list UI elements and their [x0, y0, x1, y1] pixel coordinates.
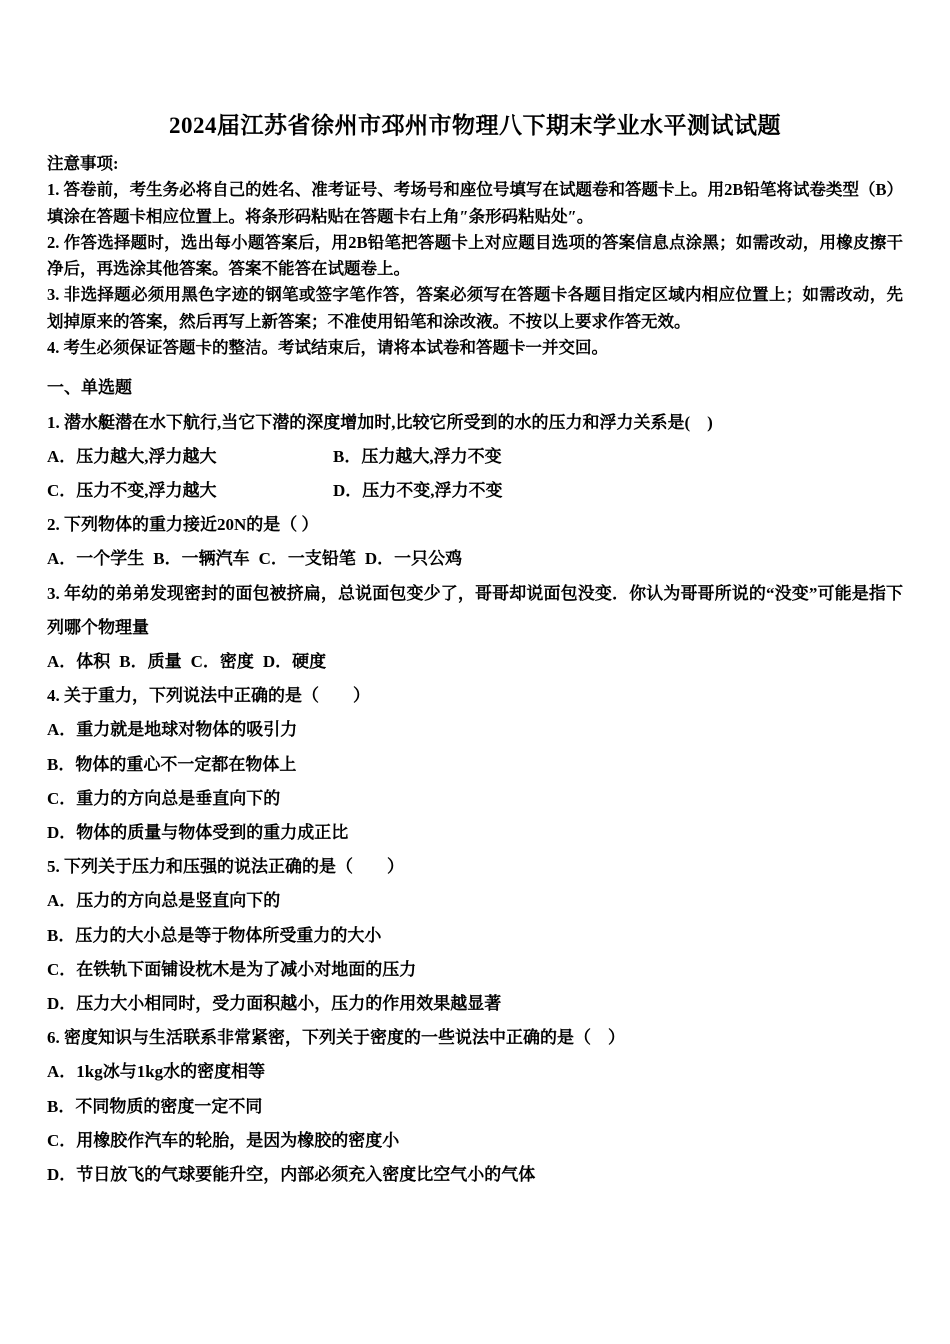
question-6-option-b: B．不同物质的密度一定不同: [47, 1096, 263, 1116]
notice-section: [47, 151, 903, 361]
question-6-option-d: D．节日放飞的气球要能升空，内部必须充入密度比空气小的气体: [47, 1165, 536, 1185]
question-3-option-a: A．体积: [47, 652, 111, 671]
question-1-stem: 1. 潜水艇潜在水下航行,当它下潜的深度增加时,比较它所受到的水的压力和浮力关系是( ): [47, 412, 713, 432]
question-3-options: [47, 645, 903, 679]
question-3-option-d: D．硬度: [262, 652, 327, 671]
question-3-option-b: B．质量: [119, 652, 182, 671]
question-1-option-c: C．压力不变,浮力越大: [47, 480, 217, 500]
question-1-option-b: B．压力越大,浮力不变: [333, 446, 502, 466]
question-5-stem: 5. 下列关于压力和压强的说法正确的是（ ）: [47, 857, 404, 877]
questions-section: [47, 371, 903, 1192]
question-3-option-c: C．密度: [190, 652, 254, 671]
question-3-stem: 3. 年幼的弟弟发现密封的面包被挤扁，总说面包变少了，哥哥却说面包没变．你认为哥哥所说的“没变”可能是指下列哪个物理量: [47, 583, 903, 637]
question-2-option-c: C．一支铅笔: [258, 549, 356, 569]
question-6-stem: 6. 密度知识与生活联系非常紧密，下列关于密度的一些说法中正确的是（ ）: [47, 1028, 625, 1048]
question-4-option-d: D．物体的质量与物体受到的重力成正比: [47, 823, 349, 843]
question-1-options-row-1: [47, 440, 903, 474]
question-2-option-d: D．一只公鸡: [364, 549, 463, 569]
question-5-option-a: A．压力的方向总是竖直向下的: [47, 891, 281, 911]
question-2-option-b: B．一辆汽车: [153, 549, 250, 569]
question-5-option-c: C．在铁轨下面铺设枕木是为了减小对地面的压力: [47, 959, 417, 979]
notice-item-4: 4. 考生必须保证答题卡的整洁。考试结束后，请将本试卷和答题卡一并交回。: [47, 338, 608, 358]
question-4-option-a: A．重力就是地球对物体的吸引力: [47, 720, 298, 740]
question-1-option-d: D．压力不变,浮力不变: [333, 480, 503, 500]
notice-heading: 注意事项:: [47, 154, 119, 173]
question-5-option-d: D．压力大小相同时，受力面积越小，压力的作用效果越显著: [47, 994, 502, 1014]
notice-item-1: 1. 答卷前，考生务必将自己的姓名、准考证号、考场号和座位号填写在试题卷和答题卡上。用2B铅笔将试卷类型（B）填涂在答题卡相应位置上。将条形码粘贴在答题卡右上角″条形码粘贴处″。: [47, 180, 903, 226]
page-title: 2024届江苏省徐州市邳州市物理八下期末学业水平测试试题: [169, 113, 781, 138]
question-4-option-b: B．物体的重心不一定都在物体上: [47, 754, 297, 774]
question-1-option-a: A．压力越大,浮力越大: [47, 446, 217, 466]
question-2-option-a: A．一个学生: [47, 549, 145, 569]
question-5-option-b: B．压力的大小总是等于物体所受重力的大小: [47, 925, 382, 945]
question-4-stem: 4. 关于重力，下列说法中正确的是（ ）: [47, 686, 370, 706]
question-2-stem: 2. 下列物体的重力接近20N的是（ ）: [47, 515, 319, 535]
section-heading: 一、单选题: [47, 378, 132, 398]
notice-item-3: 3. 非选择题必须用黑色字迹的钢笔或签字笔作答，答案必须写在答题卡各题目指定区域内相应位置上；如需改动，先划掉原来的答案，然后再写上新答案；不准使用铅笔和涂改液。不按以上要求作答无效。: [47, 285, 903, 331]
question-1-options-row-2: [47, 474, 903, 508]
notice-item-2: 2. 作答选择题时，选出每小题答案后，用2B铅笔把答题卡上对应题目选项的答案信息点涂黑；如需改动，用橡皮擦干净后，再选涂其他答案。答案不能答在试题卷上。: [47, 232, 903, 279]
question-2-options: [47, 542, 903, 576]
question-6-option-c: C．用橡胶作汽车的轮胎，是因为橡胶的密度小: [47, 1130, 400, 1150]
question-4-option-c: C．重力的方向总是垂直向下的: [47, 788, 281, 808]
question-6-option-a: A．1kg冰与1kg水的密度相等: [47, 1062, 266, 1082]
